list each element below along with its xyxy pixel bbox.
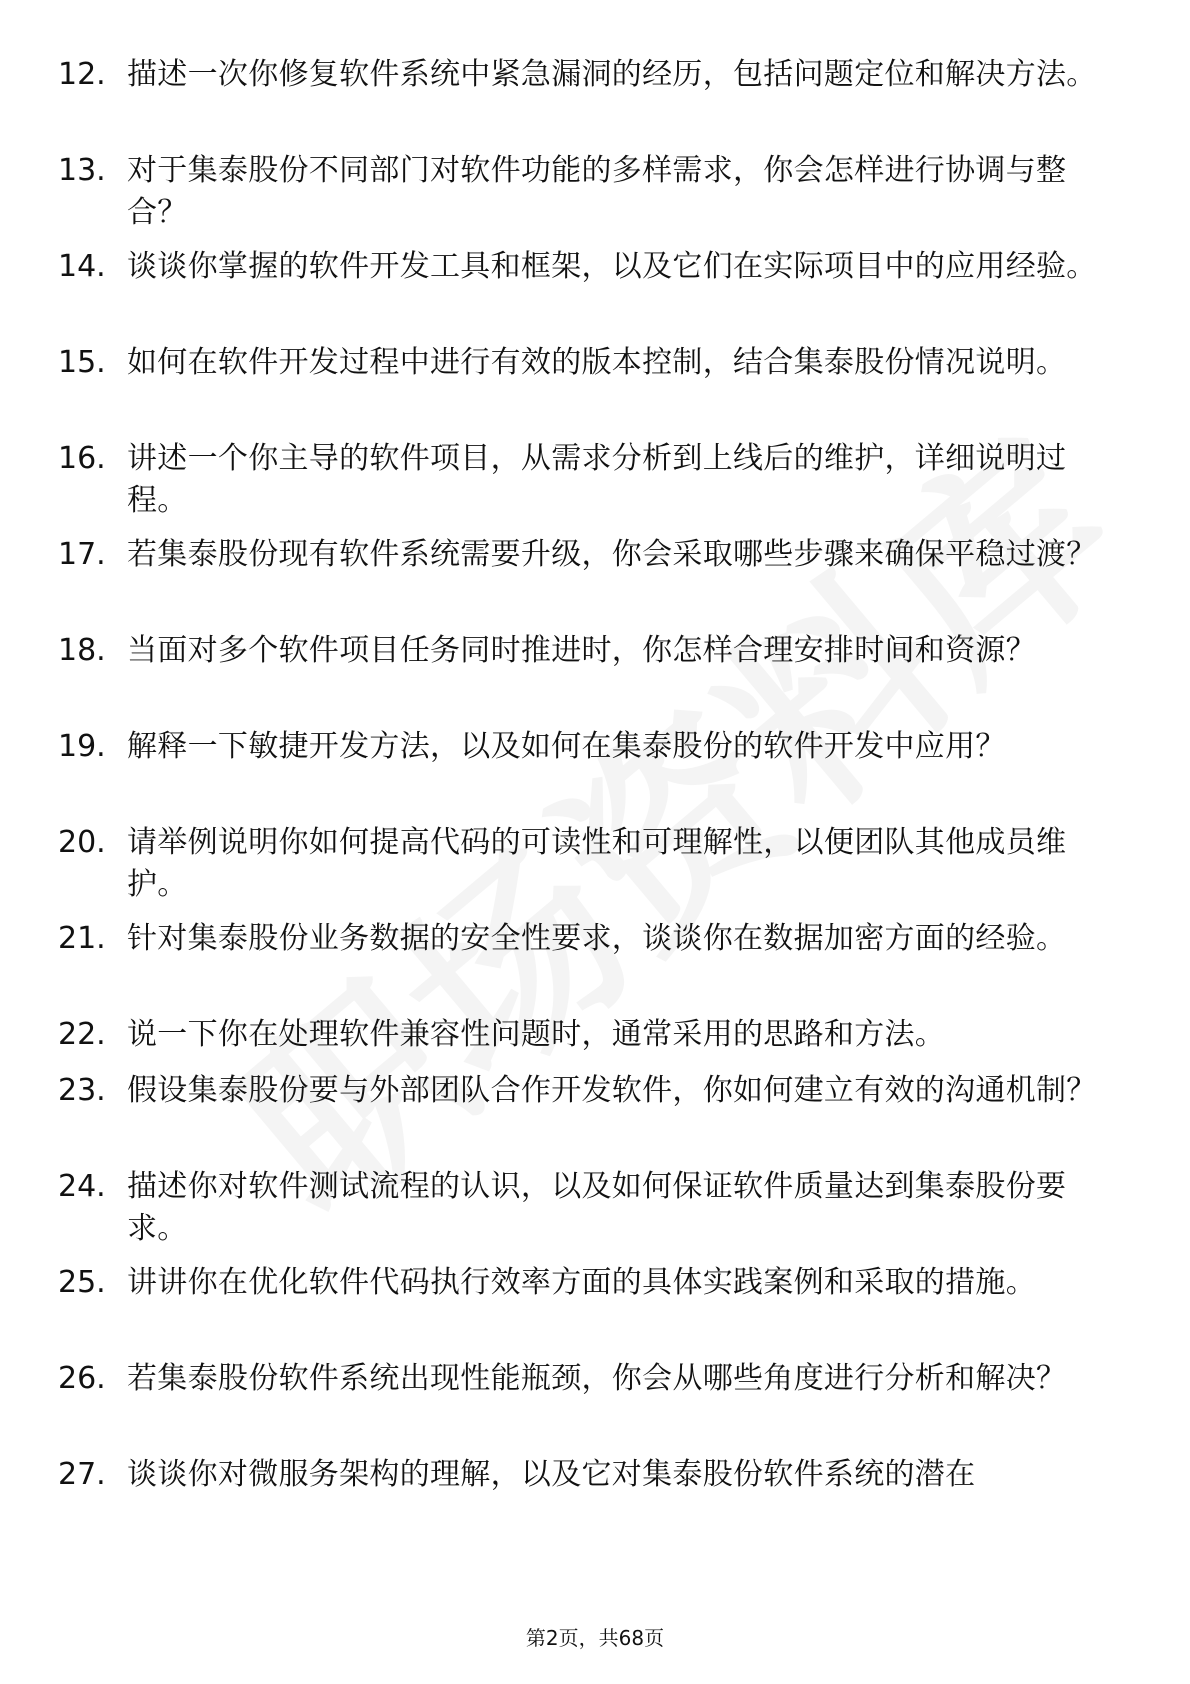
list-item [0, 438, 1190, 534]
list-item [0, 726, 1190, 822]
list-item [0, 534, 1190, 630]
question-text: 描述一次你修复软件系统中紧急漏洞的经历，包括问题定位和解决方法。 [127, 57, 1097, 92]
question-text: 若集泰股份软件系统出现性能瓶颈，你会从哪些角度进行分析和解决？ [127, 1361, 1067, 1396]
question-text: 对于集泰股份不同部门对软件功能的多样需求，你会怎样进行协调与整合？ [127, 153, 1067, 230]
question-number: 26. [58, 1361, 106, 1396]
list-item [0, 1358, 1190, 1454]
question-number: 23. [58, 1073, 106, 1108]
question-text: 解释一下敏捷开发方法，以及如何在集泰股份的软件开发中应用？ [127, 729, 1006, 764]
list-item [0, 1262, 1190, 1358]
question-text: 请举例说明你如何提高代码的可读性和可理解性，以便团队其他成员维护。 [127, 825, 1067, 902]
question-number: 15. [58, 345, 106, 380]
question-number: 18. [58, 633, 106, 668]
list-item [0, 54, 1190, 150]
question-text: 针对集泰股份业务数据的安全性要求，谈谈你在数据加密方面的经验。 [127, 921, 1067, 956]
list-item [0, 918, 1190, 1014]
question-number: 16. [58, 441, 106, 476]
question-number: 22. [58, 1017, 106, 1052]
question-number: 12. [58, 57, 106, 92]
list-item [0, 630, 1190, 726]
page-footer: 第2页，共68页 [525, 1626, 665, 1650]
list-item [0, 822, 1190, 918]
list-item [0, 150, 1190, 246]
list-item [0, 1454, 1190, 1506]
question-number: 14. [58, 249, 106, 284]
question-text: 当面对多个软件项目任务同时推进时，你怎样合理安排时间和资源？ [127, 633, 1036, 668]
question-number: 13. [58, 153, 106, 188]
question-number: 20. [58, 825, 106, 860]
question-text: 谈谈你对微服务架构的理解，以及它对集泰股份软件系统的潜在 [127, 1457, 976, 1492]
list-item [0, 1166, 1190, 1262]
question-text: 说一下你在处理软件兼容性问题时，通常采用的思路和方法。 [127, 1017, 946, 1052]
question-text: 若集泰股份现有软件系统需要升级，你会采取哪些步骤来确保平稳过渡？ [127, 537, 1097, 572]
question-number: 21. [58, 921, 106, 956]
question-text: 如何在软件开发过程中进行有效的版本控制，结合集泰股份情况说明。 [127, 345, 1067, 380]
question-number: 17. [58, 537, 106, 572]
question-text: 讲述一个你主导的软件项目，从需求分析到上线后的维护，详细说明过程。 [127, 441, 1067, 518]
question-number: 25. [58, 1265, 106, 1300]
list-item [0, 246, 1190, 342]
question-number: 27. [58, 1457, 106, 1492]
question-number: 19. [58, 729, 106, 764]
list-item [0, 342, 1190, 438]
question-text: 描述你对软件测试流程的认识，以及如何保证软件质量达到集泰股份要求。 [127, 1169, 1067, 1246]
list-item [0, 1070, 1190, 1166]
question-text: 假设集泰股份要与外部团队合作开发软件，你如何建立有效的沟通机制？ [127, 1073, 1097, 1108]
question-text: 讲讲你在优化软件代码执行效率方面的具体实践案例和采取的措施。 [127, 1265, 1036, 1300]
question-number: 24. [58, 1169, 106, 1204]
question-text: 谈谈你掌握的软件开发工具和框架，以及它们在实际项目中的应用经验。 [127, 249, 1097, 284]
